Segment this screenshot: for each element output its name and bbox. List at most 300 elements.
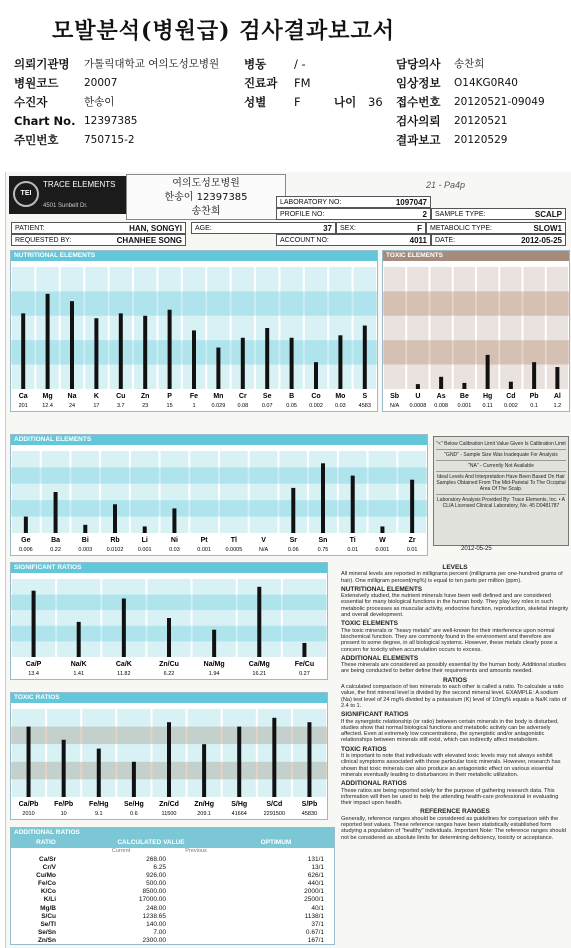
field-value: SLOW1: [533, 223, 562, 233]
header-label: 담당의사: [396, 56, 441, 71]
bar-mn: [216, 348, 220, 389]
section-heading: ADDITIONAL ELEMENTS: [341, 654, 419, 662]
category-label: Mg: [42, 393, 53, 400]
bar-be: [462, 383, 466, 389]
cell-value: 7.00: [153, 928, 166, 936]
bar-cr: [241, 338, 245, 389]
value-label: 0.07: [261, 403, 273, 409]
bar-s-cd: [272, 718, 276, 797]
report-field: [276, 208, 431, 220]
category-label: Ca: [18, 393, 28, 400]
cell-value: 500.00: [146, 880, 166, 888]
chart-plot: [383, 261, 569, 411]
value-label: 0.11: [482, 403, 493, 409]
legend-line: Ideal Levels And Interpretation Have Been Based On Hair Samples Obtained From The Mid-Parietal To The Occipital Area Of The Scalp.: [436, 472, 566, 495]
category-label: K: [93, 393, 99, 400]
field-value: 1097047: [395, 197, 427, 207]
field-value: CHANHEE SONG: [116, 235, 182, 245]
section-text: All mineral levels are reported in milligrams percent (milligrams per one-hundred grams of hair). One milligram percent(mg%) is equal to ten parts per million (ppm).: [341, 571, 563, 584]
field-label: REQUESTED BY:: [15, 236, 72, 244]
value-label: 0.0005: [225, 547, 243, 553]
table-subheader: [11, 848, 334, 856]
table-row: [11, 856, 334, 864]
value-label: 0.003: [78, 547, 93, 553]
bar-fe-hg: [97, 749, 101, 797]
category-label: Bi: [81, 537, 89, 544]
category-label: Hg: [482, 393, 493, 400]
header-label: 병동: [244, 56, 267, 71]
patient-header: [14, 54, 564, 149]
table-row: [11, 888, 334, 896]
header-value: O14KG0R40: [454, 76, 518, 89]
value-label: 11.82: [117, 671, 131, 677]
cell-ratio: Fe/Co: [37, 880, 56, 888]
category-label: Li: [141, 537, 148, 544]
column-bg: [190, 451, 218, 533]
value-label: 1.94: [208, 671, 220, 677]
value-label: 0.1: [530, 403, 538, 409]
cell-optimum: 0.67/1: [305, 928, 324, 936]
handwritten-note: 21 - Pa4p: [426, 180, 466, 190]
value-label: 10: [60, 811, 67, 817]
bar-al: [555, 367, 559, 389]
column-bg: [454, 267, 475, 389]
header-label: 성별: [244, 94, 267, 109]
bar-ge: [24, 517, 28, 533]
value-label: 0.001: [137, 547, 152, 553]
bar-mg: [46, 294, 50, 389]
cell-ratio: Cu/Mo: [36, 872, 56, 880]
category-label: As: [436, 393, 446, 400]
value-label: 1.41: [73, 671, 85, 677]
field-label: SAMPLE TYPE:: [435, 210, 486, 218]
chart-plot: [11, 703, 327, 819]
value-label: 23: [142, 403, 149, 409]
category-label: Mn: [213, 393, 224, 400]
value-label: 0.27: [299, 671, 310, 677]
cell-optimum: 40/1: [311, 904, 324, 912]
header-value: 20120521-09049: [454, 95, 545, 108]
cell-optimum: 167/1: [307, 936, 324, 944]
header-value: 한송이: [84, 96, 115, 108]
legend-line: Laboratory Analysis Provided By: Trace Elements, Inc. • A CLIA Licensed Clinical Laboratory, No. 45 D0481787: [437, 497, 565, 509]
bar-bi: [83, 525, 87, 533]
category-label: Ti: [349, 537, 356, 544]
column-bg: [431, 267, 452, 389]
cell-ratio: S/Cu: [41, 912, 56, 920]
section-heading: TOXIC ELEMENTS: [341, 620, 398, 628]
cell-optimum: 440/1: [307, 880, 324, 888]
category-label: Sb: [390, 393, 400, 400]
category-label: Ca/P: [25, 661, 42, 668]
bar-rb: [113, 504, 117, 533]
bar-co: [314, 362, 318, 389]
value-label: 209.1: [197, 811, 211, 817]
header-label: 검사의뢰: [396, 113, 441, 128]
category-label: Na: [67, 393, 77, 400]
header-value: 20120521: [454, 114, 508, 127]
header-label: Chart No.: [14, 113, 76, 128]
bar-sn: [321, 463, 325, 533]
field-label: PROFILE NO:: [280, 210, 325, 218]
section-text: Extensively studied, the nutrient minerals have been well defined and are considered essential for many biological functions in the human body. They play key roles in such metabolic processes as muscular activity, endocrine function, reproduction, skeletal integrity and overall development.: [341, 593, 569, 619]
value-label: 0.03: [169, 547, 180, 553]
bar-na-k: [77, 622, 81, 657]
category-label: Se: [262, 393, 272, 400]
value-label: 2291500: [263, 811, 286, 817]
col-header: OPTIMUM: [260, 839, 292, 846]
chart-title: ADDITIONAL ELEMENTS: [11, 435, 427, 445]
cell-optimum: 2000/1: [304, 888, 324, 896]
header-label: 병원코드: [14, 75, 59, 90]
section-heading: ADDITIONAL RATIOS: [341, 780, 407, 788]
table-row: [11, 913, 334, 921]
bar-sr: [291, 488, 295, 533]
value-label: 15: [166, 403, 173, 409]
column-bg: [384, 267, 405, 389]
cell-optimum: 626/1: [307, 872, 324, 880]
category-label: P: [167, 393, 172, 400]
chart-plot: [11, 261, 377, 411]
report-field: [431, 234, 566, 246]
cell-value: 6.25: [153, 864, 166, 872]
value-label: 0.06: [287, 547, 299, 553]
category-label: Sn: [318, 537, 328, 544]
value-label: 0.0008: [409, 403, 427, 409]
bar-ti: [351, 476, 355, 533]
cell-value: 140.00: [146, 920, 166, 928]
column-bg: [220, 451, 248, 533]
bar-p: [168, 310, 172, 389]
header-value: / -: [294, 56, 306, 71]
category-label: Pb: [529, 393, 539, 400]
category-label: Cu: [116, 393, 126, 400]
cell-ratio: Zn/Sn: [37, 936, 56, 944]
category-label: Co: [311, 393, 321, 400]
cell-value: 2300.00: [142, 936, 166, 944]
table-row: [11, 929, 334, 937]
cell-optimum: 13/1: [311, 864, 324, 872]
value-label: 0.029: [211, 403, 226, 409]
value-label: 3.7: [116, 403, 125, 409]
field-label: SEX:: [340, 224, 356, 232]
subheader-previous: Previous: [185, 848, 207, 854]
value-label: N/A: [258, 547, 269, 553]
chart-toxic-elements: [382, 250, 570, 412]
bar-ba: [54, 492, 58, 533]
section-text: These minerals are considered as possibly essential by the human body. Additional studies are being conducted to better define their requirements and amounts needed.: [341, 662, 567, 675]
section-text: Generally, reference ranges should be considered as guidelines for comparison with the reported test values. These reference ranges have been statistically established form studying a population of "healthy" individuals. Important Note: The reference ranges should not be considered as absolute limits for determining deficiency, toxicity or acceptance.: [341, 815, 566, 841]
lab-report-scan: [5, 172, 571, 948]
header-value: F: [294, 94, 301, 109]
value-label: 0.22: [50, 547, 61, 553]
category-label: Fe/Cu: [294, 661, 315, 668]
category-label: Rb: [110, 537, 120, 544]
bar-zr: [410, 480, 414, 533]
cell-optimum: 2500/1: [304, 896, 324, 904]
table-row: [11, 937, 334, 945]
header-value: 가톨릭대학교 여의도성모병원: [84, 58, 220, 70]
value-label: 12.4: [42, 403, 53, 409]
report-field: [11, 234, 186, 246]
table-row: [11, 896, 334, 904]
category-label: Zr: [408, 537, 416, 544]
field-value: 4011: [409, 235, 427, 245]
category-label: B: [289, 393, 295, 400]
value-label: 0.006: [18, 547, 33, 553]
section-text: If the synergistic relationship (or ratio) between certain minerals in the body is disturbed, studies show that normal biological functions and metabolic activity can be adversely affected. Even at extremely low concentrations, the synergistic and/or antagonistic relationships between minerals still exist, which can indirectly affect metabolism.: [341, 718, 559, 744]
chart-plot: [11, 573, 327, 679]
bar-fe-cu: [302, 643, 306, 657]
report-field: [11, 222, 186, 234]
column-bg: [369, 451, 397, 533]
header-row: [14, 73, 564, 92]
lab-logo: [9, 176, 139, 214]
category-label: Fe/Pb: [54, 801, 74, 808]
section-text: The toxic minerals or "heavy metals" are well-known for their interference upon normal biochemical function. They are commonly found in the environment and therefore are present to some degree, in all biological systems. However, these metals clearly pose a concern for toxicity when accumulation occurs to excess.: [341, 627, 558, 653]
bar-ni: [172, 508, 176, 533]
value-label: 0.05: [286, 403, 297, 409]
report-field: [191, 222, 336, 234]
bar-se-hg: [132, 762, 136, 797]
field-value: F: [417, 223, 422, 233]
chart-title: TOXIC ELEMENTS: [383, 251, 569, 261]
chart-nutritional-elements: [10, 250, 378, 412]
header-value: 36: [368, 94, 383, 109]
header-value: 12397385: [84, 114, 138, 127]
chart-title: SIGNIFICANT RATIOS: [11, 563, 327, 573]
subheader-current: Current: [111, 848, 131, 854]
value-label: 0.002: [503, 403, 518, 409]
table-header: [11, 838, 334, 848]
cell-value: 268.00: [146, 856, 166, 863]
cell-ratio: K/Li: [43, 896, 56, 904]
bar-s: [363, 326, 367, 389]
cell-value: 1238.65: [142, 912, 166, 920]
legend-box: [433, 436, 569, 546]
category-label: Cd: [506, 393, 516, 400]
bar-s-hg: [237, 727, 241, 797]
field-value: 2: [422, 209, 427, 219]
section-text: These ratios are being reported solely for the purpose of gathering research data. This information will then be used to help the attending health-care professional in evaluating their impact upon health.: [341, 787, 559, 807]
category-label: V: [261, 537, 266, 544]
cell-value: 17000.00: [138, 896, 166, 904]
bar-mo: [338, 335, 342, 389]
chart-title: NUTRITIONAL ELEMENTS: [11, 251, 377, 261]
legend-line: "NA" - Currently Not Available: [436, 461, 566, 472]
report-field: [276, 234, 431, 246]
value-label: 13.4: [28, 671, 39, 677]
category-label: Cr: [238, 393, 247, 400]
section-text: It is important to note that individuals with elevated toxic levels may not always exhibit clinical symptoms associated with those particular toxic minerals. However, research has shown that toxic minerals can also produce an antagonistic effect on various essential minerals eventually leading to disturbances in their metabolic utilization.: [341, 753, 561, 778]
category-label: Na/Mg: [203, 661, 225, 668]
field-value: 2012-05-25: [521, 235, 562, 245]
cell-ratio: Ca/Sr: [39, 856, 56, 863]
section-heading: SIGNIFICANT RATIOS: [341, 711, 409, 719]
header-row: [14, 130, 564, 149]
cell-ratio: K/Co: [40, 888, 56, 896]
value-label: 0.001: [457, 403, 472, 409]
bar-ca-p: [32, 591, 36, 657]
section-heading: LEVELS: [442, 564, 468, 571]
category-label: Be: [459, 393, 469, 400]
bar-se: [265, 328, 269, 389]
hospital-stamp: [126, 174, 286, 220]
category-label: Ba: [51, 537, 61, 544]
field-label: PATIENT:: [15, 224, 45, 232]
category-label: Se/Hg: [123, 801, 144, 808]
value-label: 201: [18, 403, 28, 409]
bar-k: [94, 318, 98, 389]
explanations: [341, 562, 569, 841]
column-bg: [407, 267, 428, 389]
header-value: 20007: [84, 76, 118, 89]
column-bg: [500, 267, 521, 389]
cell-ratio: Se/Tl: [40, 920, 56, 928]
value-label: 41664: [231, 811, 247, 817]
header-value: 20120529: [454, 133, 508, 146]
logo-address: 4501 Sunbelt Dr.: [43, 203, 88, 209]
cell-ratio: Cr/V: [42, 864, 56, 872]
chart-toxic-ratios: [10, 692, 328, 820]
value-label: 2010: [22, 811, 35, 817]
value-label: 0.08: [237, 403, 249, 409]
category-label: Zn/Hg: [194, 801, 215, 808]
category-label: Al: [553, 393, 561, 400]
table-caption: ADDITIONAL RATIOS: [11, 828, 334, 838]
stamp-line: 한송이 12397385: [164, 192, 248, 203]
value-label: 6.22: [163, 671, 175, 677]
cell-ratio: Mg/B: [40, 904, 56, 912]
category-label: S: [362, 393, 368, 400]
report-title: 모발분석(병원급) 검사결과보고서: [52, 18, 396, 44]
bar-fe: [192, 330, 196, 389]
section-text: A calculated comparison of two minerals to each other is called a ratio. To calculate a ratio value, the first mineral level is divided by the second mineral level. EXAMPLE: A sodium (Na) test level of 24 mg% divided by a potassium (K) level of 10mg% equals a Na/K ratio of 2.4 to 1.: [341, 684, 567, 709]
bar-as: [439, 377, 443, 389]
chart-significant-ratios: [10, 562, 328, 680]
header-label: 진료과: [244, 75, 278, 90]
category-label: Mo: [335, 393, 346, 400]
category-label: Zn/Cu: [159, 661, 179, 668]
value-label: 16.21: [252, 671, 267, 677]
header-label: 접수번호: [396, 94, 441, 109]
bar-s-pb: [307, 722, 311, 797]
bar-b: [290, 338, 294, 389]
header-label: 의뢰기관명: [14, 56, 70, 71]
category-label: S/Hg: [231, 801, 248, 808]
field-label: AGE:: [195, 224, 212, 232]
cell-optimum: 1138/1: [304, 912, 324, 920]
header-label: 수진자: [14, 94, 48, 109]
column-bg: [71, 451, 99, 533]
cell-value: 248.00: [146, 904, 166, 912]
value-label: 0.0102: [106, 547, 124, 553]
field-label: DATE:: [435, 236, 456, 244]
cell-value: 8500.00: [142, 888, 166, 896]
value-label: 45830: [301, 811, 318, 817]
field-label: LABORATORY NO:: [280, 198, 342, 206]
header-value: 송찬희: [454, 58, 485, 70]
cell-optimum: 37/1: [311, 920, 324, 928]
bar-pb: [532, 362, 536, 389]
category-label: Ca/K: [115, 661, 132, 668]
value-label: 4583: [358, 403, 371, 409]
section-heading: RATIOS: [442, 676, 468, 684]
value-label: 9.1: [94, 811, 103, 817]
category-label: Zn/Cd: [159, 801, 179, 808]
table-row: [11, 872, 334, 880]
value-label: 0.01: [406, 547, 418, 553]
chart-title: TOXIC RATIOS: [11, 693, 327, 703]
report-field: [426, 222, 566, 234]
category-label: W: [379, 537, 386, 544]
report-date: 2012-05-25: [461, 546, 492, 552]
bar-zn-cd: [167, 722, 171, 797]
category-label: Ge: [21, 537, 31, 544]
cell-value: 926.00: [146, 872, 166, 880]
header-label: 나이: [334, 94, 357, 109]
bar-ca: [21, 313, 25, 389]
field-label: METABOLIC TYPE:: [430, 224, 492, 232]
legend-line: "<" Below Calibration Limit Value Given Is Calibration Limit: [436, 439, 566, 450]
category-label: Tl: [230, 537, 237, 544]
bar-cd: [509, 382, 513, 389]
value-label: 0.008: [434, 403, 449, 409]
col-header: RATIO: [36, 839, 56, 846]
bar-fe-pb: [62, 740, 66, 797]
value-label: 0.001: [197, 547, 212, 553]
table-row: [11, 905, 334, 913]
table-row: [11, 864, 334, 872]
bar-hg: [486, 355, 490, 389]
bar-w: [380, 526, 384, 533]
bar-ca-pb: [27, 727, 31, 797]
field-value: HAN, SONGYI: [129, 223, 182, 233]
value-label: 0.01: [347, 547, 359, 553]
table-row: [11, 880, 334, 888]
category-label: Ni: [170, 537, 178, 544]
report-field: [336, 222, 426, 234]
value-label: 1: [192, 403, 196, 409]
category-label: Sr: [289, 537, 297, 544]
category-label: Ca/Mg: [248, 661, 270, 668]
table-row: [11, 921, 334, 929]
field-value: SCALP: [534, 209, 562, 219]
header-row: [14, 92, 564, 111]
category-label: Na/K: [70, 661, 87, 668]
value-label: 0.002: [309, 403, 323, 409]
bar-zn-hg: [202, 744, 206, 797]
category-label: Ca/Pb: [18, 801, 39, 808]
value-label: 0.75: [317, 547, 329, 553]
value-label: 0.001: [375, 547, 390, 553]
cell-optimum: 131/1: [307, 856, 324, 863]
category-label: U: [415, 393, 421, 400]
value-label: 17: [93, 403, 100, 409]
section-heading: TOXIC RATIOS: [341, 745, 387, 753]
field-value: 37: [323, 223, 332, 233]
category-label: Zn: [140, 393, 150, 400]
col-header: CALCULATED VALUE: [117, 839, 185, 846]
stamp-line: 송찬희: [191, 206, 221, 217]
header-label: 주민번호: [14, 132, 59, 147]
bar-u: [416, 384, 420, 389]
header-row: [14, 54, 564, 73]
value-label: N/A: [390, 403, 400, 409]
bar-li: [143, 526, 147, 533]
report-field: [276, 196, 431, 208]
header-row: [14, 111, 564, 130]
